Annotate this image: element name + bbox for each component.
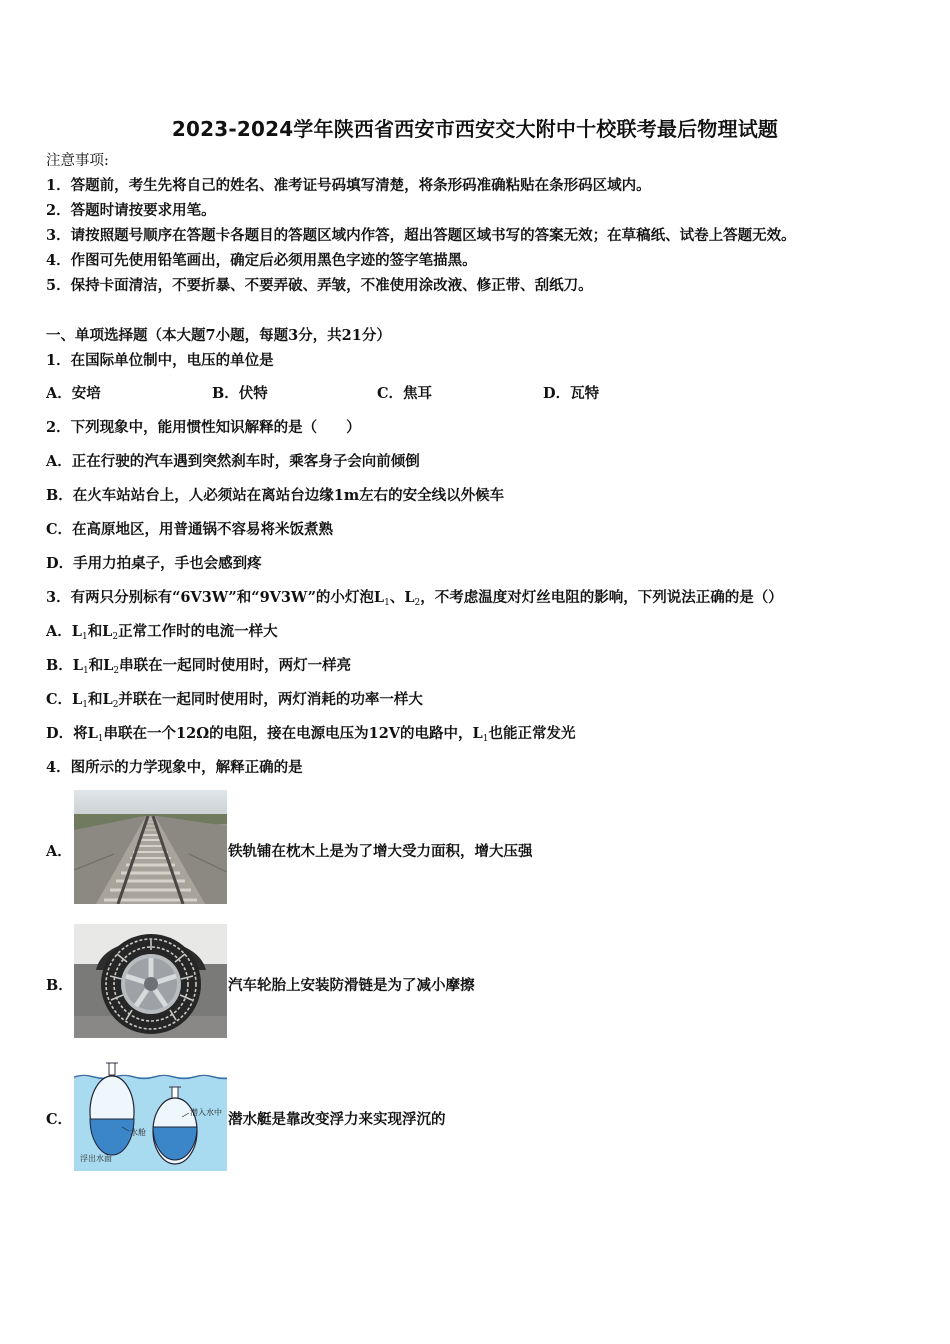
q1-stem: 1．在国际单位制中，电压的单位是 (46, 352, 274, 369)
q1-option-d: D．瓦特 (543, 385, 600, 402)
notice-item-1: 1．答题前，考生先将自己的姓名、准考证号码填写清楚，将条形码准确粘贴在条形码区域内。 (46, 177, 651, 194)
notice-heading: 注意事项: (46, 153, 109, 169)
q1-option-b: B．伏特 (212, 385, 268, 402)
q3-stem: 3．有两只分别标有“6V3W”和“9V3W”的小灯泡$L_1$、$L_2$，不考虑温度对灯丝电阻的影响，下列说法正确的是（） (46, 589, 783, 608)
q3-option-b: B．$L_1$和$L_2$串联在一起同时使用时，两灯一样亮 (46, 657, 352, 676)
q4-option-c-label: C． (46, 1111, 73, 1128)
q1-option-a: A．安培 (46, 385, 101, 402)
q3-option-d: D．将$L_1$串联在一个12Ω的电阻，接在电源电压为12V的电路中，$L_1$也能正常发光 (46, 725, 576, 744)
q3-option-c: C．$L_1$和$L_2$并联在一起同时使用时，两灯消耗的功率一样大 (46, 691, 423, 710)
notice-item-3: 3．请按照题号顺序在答题卡各题目的答题区域内作答，超出答题区域书写的答案无效；在草稿纸、试卷上答题无效。 (46, 227, 796, 244)
q4-option-b-text: 汽车轮胎上安装防滑链是为了减小摩擦 (228, 977, 475, 994)
q4-stem: 4．图所示的力学现象中，解释正确的是 (46, 759, 303, 776)
q4-option-a-label: A． (46, 843, 72, 860)
q2-option-b: B．在火车站站台上，人必须站在离站台边缘1m左右的安全线以外候车 (46, 487, 505, 504)
notice-item-4: 4．作图可先使用铅笔画出，确定后必须用黑色字迹的签字笔描黑。 (46, 252, 477, 269)
q4-option-b-label: B． (46, 977, 73, 994)
q2-option-c: C．在高原地区，用普通锅不容易将米饭煮熟 (46, 521, 334, 538)
q4-option-c-text: 潜水艇是靠改变浮力来实现浮沉的 (228, 1111, 446, 1128)
q2-option-a: A．正在行驶的汽车遇到突然刹车时，乘客身子会向前倾倒 (46, 453, 420, 470)
notice-item-5: 5．保持卡面清洁，不要折暴、不要弄破、弄皱，不准使用涂改液、修正带、刮纸刀。 (46, 277, 593, 294)
railway-track-image (74, 790, 227, 904)
section-heading: 一、单项选择题（本大题7小题，每题3分，共21分） (46, 327, 391, 344)
page-title: 2023-2024学年陕西省西安市西安交大附中十校联考最后物理试题 (171, 117, 779, 141)
q3-option-a: A．$L_1$和$L_2$正常工作时的电流一样大 (46, 623, 278, 642)
q1-option-c: C．焦耳 (377, 385, 433, 402)
submarine-label-tank: 水舱 (130, 1128, 146, 1137)
q2-option-d: D．手用力拍桌子，手也会感到疼 (46, 555, 262, 572)
q4-option-a-text: 铁轨铺在枕木上是为了增大受力面积，增大压强 (228, 843, 533, 860)
q2-stem: 2．下列现象中，能用惯性知识解释的是（ ） (46, 419, 361, 436)
submarine-label-surface: 浮出水面 (80, 1154, 112, 1163)
notice-item-2: 2．答题时请按要求用笔。 (46, 202, 216, 219)
submarine-image (74, 1057, 227, 1171)
submarine-label-dive: 潜入水中 (190, 1108, 222, 1117)
tire-snow-chain-image (74, 924, 227, 1038)
